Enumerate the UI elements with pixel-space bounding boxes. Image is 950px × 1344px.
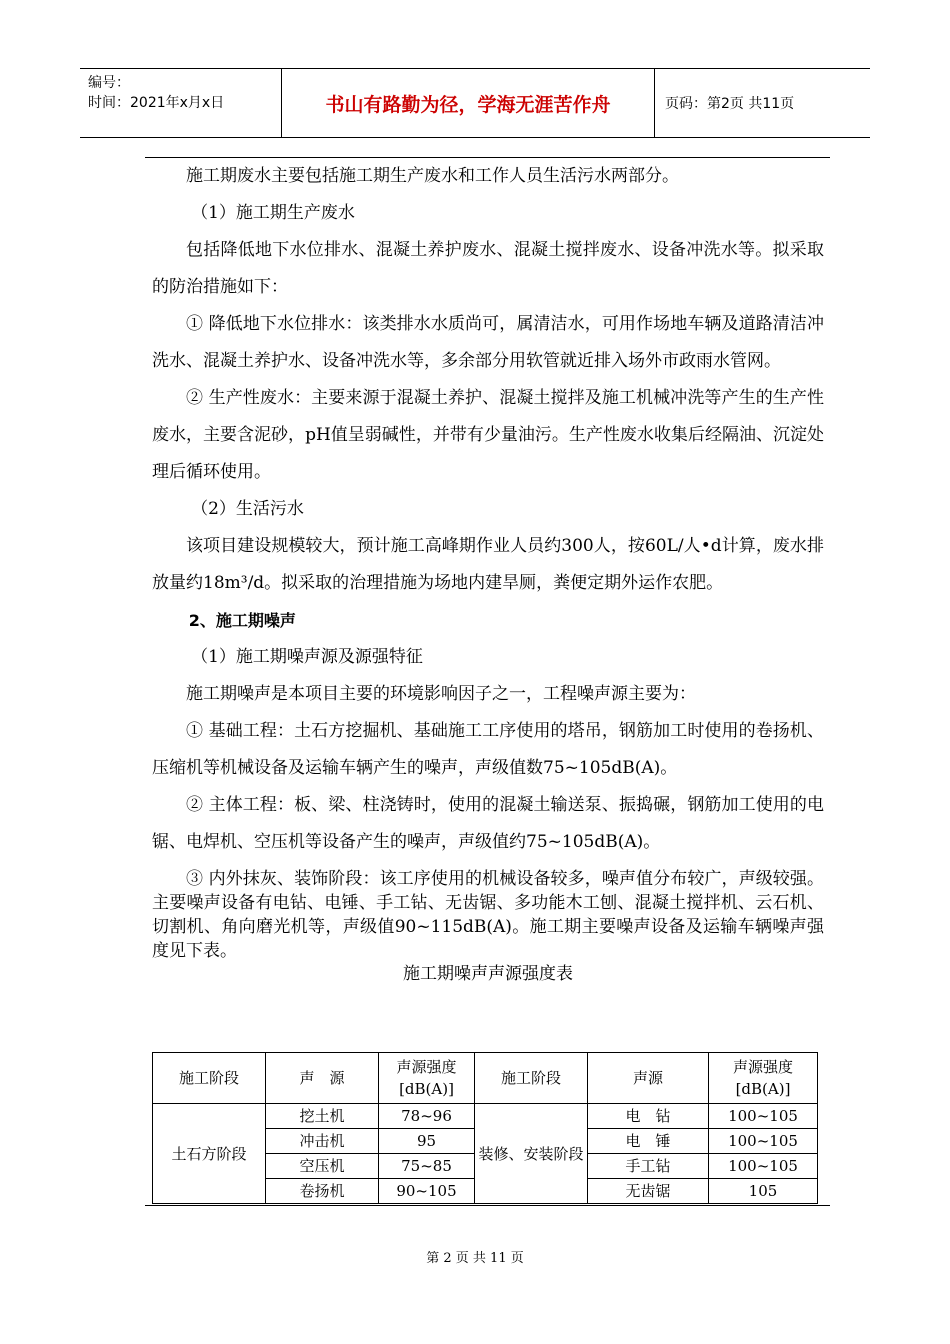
table-header-cell: 声源强度[dB(A)] — [379, 1053, 475, 1104]
table-cell: 电 锤 — [588, 1129, 709, 1154]
table-cell: 电 钻 — [588, 1104, 709, 1129]
time-label: 时间：2021年x月x日 — [88, 95, 225, 111]
paragraph: ② 生产性废水：主要来源于混凝土养护、混凝土搅拌及施工机械冲洗等产生的生产性废水，主要含泥砂，pH值呈弱碱性，并带有少量油污。生产性废水收集后经隔油、沉淀处理后循环使用。 — [152, 388, 824, 482]
stage-cell: 装修、安装阶段 — [475, 1104, 588, 1204]
section-heading: 2、施工期噪声 — [188, 611, 296, 630]
header-meta — [80, 69, 282, 137]
page-header — [80, 68, 870, 138]
paragraph: ③ 内外抹灰、装饰阶段：该工序使用的机械设备较多，噪声值分布较广，声级较强。主要噪声设备有电钻、电锤、手工钻、无齿锯、多功能木工刨、混凝土搅拌机、云石机、切割机、角向磨光机等，声级值90~115dB(A)。施工期主要噪声设备及运输车辆噪声强度见下表。 — [152, 869, 824, 961]
paragraph: 施工期废水主要包括施工期生产废水和工作人员生活污水两部分。 — [186, 166, 679, 186]
table-cell: 78~96 — [379, 1104, 475, 1129]
paragraph: ① 降低地下水位排水：该类排水水质尚可，属清洁水，可用作场地车辆及道路清洁冲洗水、混凝土养护水、设备冲洗水等，多余部分用软管就近排入场外市政雨水管网。 — [152, 314, 824, 371]
subheading: （1）施工期生产废水 — [191, 203, 355, 223]
paragraph: 施工期噪声是本项目主要的环境影响因子之一，工程噪声源主要为： — [186, 684, 696, 704]
table-cell: 90~105 — [379, 1179, 475, 1204]
paragraph: ① 基础工程：土石方挖掘机、基础施工工序使用的塔吊，钢筋加工时使用的卷扬机、压缩机等机械设备及运输车辆产生的噪声，声级值数75~105dB(A)。 — [152, 721, 824, 778]
table-cell: 冲击机 — [266, 1129, 379, 1154]
subheading: （1）施工期噪声源及源强特征 — [191, 647, 423, 667]
table-cell: 100~105 — [709, 1129, 818, 1154]
table-cell: 105 — [709, 1179, 818, 1204]
noise-table — [152, 1052, 818, 1204]
paragraph: ② 主体工程：板、梁、柱浇铸时，使用的混凝土输送泵、振捣碾，钢筋加工使用的电锯、电焊机、空压机等设备产生的噪声，声级值约75~105dB(A)。 — [152, 795, 824, 852]
table-cell: 100~105 — [709, 1154, 818, 1179]
stage-cell: 土石方阶段 — [153, 1104, 266, 1204]
table-cell: 卷扬机 — [266, 1179, 379, 1204]
table-cell: 手工钻 — [588, 1154, 709, 1179]
paragraph: 该项目建设规模较大，预计施工高峰期作业人员约300人，按60L/人•d计算，废水排放量约18m³/d。拟采取的治理措施为场地内建旱厕，粪便定期外运作农肥。 — [152, 536, 824, 593]
paragraph: 包括降低地下水位排水、混凝土养护废水、混凝土搅拌废水、设备冲洗水等。拟采取的防治措施如下： — [152, 240, 824, 297]
serial-label: 编号： — [88, 75, 130, 91]
table-bottom-rule — [145, 1205, 830, 1206]
table-header-cell: 声 源 — [266, 1053, 379, 1104]
subheading: （2）生活污水 — [191, 499, 304, 519]
table-cell: 95 — [379, 1129, 475, 1154]
table-header-cell: 施工阶段 — [153, 1053, 266, 1104]
table-caption: 施工期噪声声源强度表 — [403, 964, 573, 984]
table-cell: 100~105 — [709, 1104, 818, 1129]
table-cell: 挖土机 — [266, 1104, 379, 1129]
table-cell: 空压机 — [266, 1154, 379, 1179]
document-body — [152, 158, 824, 985]
header-page-info: 页码：第2页 共11页 — [665, 96, 795, 112]
table-header-cell: 声源 — [588, 1053, 709, 1104]
table-cell: 无齿锯 — [588, 1179, 709, 1204]
table-cell: 75~85 — [379, 1154, 475, 1179]
header-motto: 书山有路勤为径，学海无涯苦作舟 — [282, 69, 655, 137]
table-header-cell: 声源强度[dB(A)] — [709, 1053, 818, 1104]
table-header-cell: 施工阶段 — [475, 1053, 588, 1104]
table-header-row — [153, 1053, 818, 1104]
table-row — [153, 1104, 818, 1129]
page-footer: 第 2 页 共 11 页 — [426, 1251, 524, 1266]
